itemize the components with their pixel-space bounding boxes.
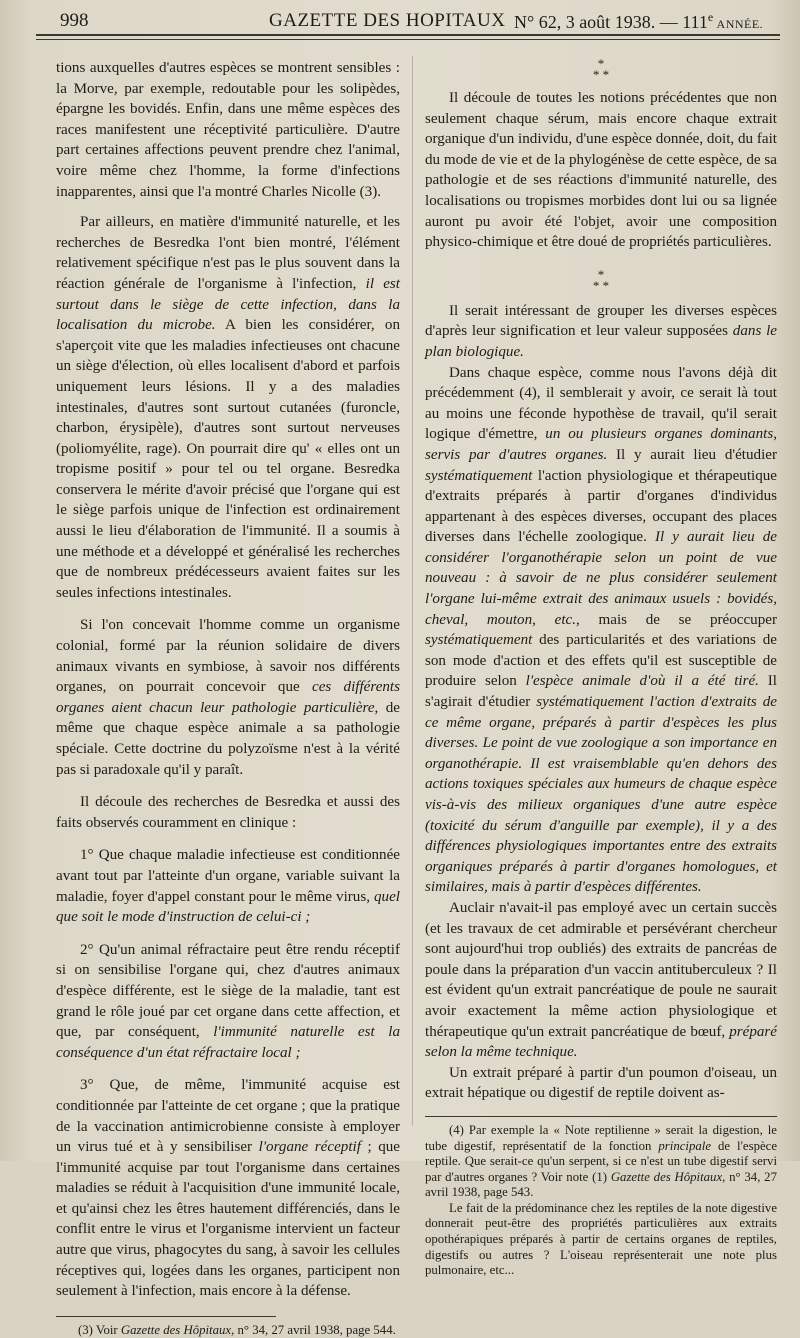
header-rule	[36, 39, 780, 40]
issue-annee: ANNÉE.	[713, 17, 764, 31]
journal-title: GAZETTE DES HOPITAUX	[269, 10, 506, 31]
issue-date: N° 62, 3 août 1938. — 111	[514, 12, 708, 32]
right-column	[425, 58, 777, 1279]
footnote: (4) Par exemple la « Note reptilienne » serait la digestion, le tube digestif, représentatif de la fonction principale de l'espèce reptile. Que serait-ce qu'un serpent, si ce n'est un tube digestif servi par d'autres organes ? Voir note (1) Gazette des Hôpitaux, n° 34, 27 avril 1938, page 543.	[425, 1122, 778, 1200]
paragraph: Il serait intéressant de grouper les diverses espèces d'après leur signification et leur valeur supposées dans le plan biologique.	[425, 302, 777, 360]
paragraph: Il découle de toutes les notions précédentes que non seulement chaque sérum, mais encore chaque extrait organique d'un individu, d'une espèce donnée, doit, du fait du mode de vie et de la phylogénèse de cette espèce, de sa pathologie et de ses réactions d'immunité naturelle, des localisations ou tropismes morbides dont lui ou sa lignée auront pu avoir été l'objet, avoir une composition physico-chimique et être doué de propriétés particulières.	[425, 90, 777, 251]
list-item: 2° Qu'un animal réfractaire peut être rendu réceptif si on sensibilise l'organe qui, chez d'autres animaux d'espèce différente, est le siège de la maladie, tant est grand le rôle joué par cet organe dans cette affection, et que, par conséquent, l'immunité naturelle est la conséquence d'un état réfractaire local ;	[56, 941, 400, 1061]
paragraph: Dans chaque espèce, comme nous l'avons déjà dit précédemment (4), il semblerait y avoir, ce serait là tout au moins une féconde hypothèse de travail, qu'il serait logique d'émettre, un ou plusieurs organes dominants, servis par d'autres organes. Il y aurait lieu d'étudier systématiquement l'action physiologique et thérapeutique d'extraits préparés à partir d'organes d'individus appartenant à des espèces diverses, occupant des places diverses dans l'échelle zoologique. Il y aurait lieu de considérer l'organothérapie selon un point de vue nouveau : à savoir de ne plus considérer seulement l'organe lui-même extrait des animaux usuels : bovidés, cheval, mouton, etc., mais de se préoccuper systématiquement des particularités et des variations de son mode d'action et des effets qu'il est susceptible de produire selon l'espèce animale d'où il a été tiré. Il s'agirait d'étudier systématiquement l'action d'extraits de ce même organe, préparés à partir d'espèces les plus diverses. Le point de vue zoologique a son importance en organothérapie. Il est vraisemblable qu'en dehors des actions toxiques spéciales aux humeurs de chaque espèce vis-à-vis des milieux organiques d'une autre espèce (toxicité du sérum d'anguille par exemple), il y a des différences physiologiques importantes entre des extraits organiques préparés à partir d'organes homologues, et similaires, mais à partir d'espèces différentes.	[425, 364, 777, 896]
paragraph: tions auxquelles d'autres espèces se montrent sensibles : la Morve, par exemple, redoutable pour les solipèdes, épargne les bovidés. Enfin, dans une même espèces des races manifestent une réceptivité particulière. D'autre part certaines affections peuvent prendre chez l'animal, voire même chez l'homme, la forme d'infections inapparentes, ainsi que l'a montré Charles Nicolle (3).	[56, 60, 400, 200]
section-stars: * * *	[592, 266, 610, 293]
page-header	[36, 4, 780, 36]
left-column	[56, 58, 400, 1338]
paragraph: Par ailleurs, en matière d'immunité naturelle, et les recherches de Besredka l'ont bien montré, l'élément relativement spécifique n'est pas le plus souvent dans la réaction générale de l'organisme à l'infection, il est surtout dans le siège de cette infection, dans la localisation du microbe. A bien les considérer, on s'aperçoit vite que les maladies infectieuses ont chacune un siège d'élection, où elles localisent d'abord et parfois uniquement leurs lésions. Il y a des maladies intestinales, d'autres sont surtout cutanées (furoncle, charbon, érysipèle), d'autres sont surtout nerveuses (poliomyélite, rage). On pourrait dire qu' « elles ont un tropisme positif » pour tel ou tel organe. Besredka conservera le mérite d'avoir précisé que l'organe qui est le siège parfois unique de l'infection est ordinairement aussi le lieu d'élaboration de l'immunité. Il a soumis à une méthode et a développé et généralisé les recherches que de nombreux prédécesseurs avaient faites sur les seules infections intestinales.	[56, 214, 400, 601]
page-number: 998	[60, 10, 89, 31]
list-item: 3° Que, de même, l'immunité acquise est conditionnée par l'atteinte de cet organe ; que la pratique de la vaccination antimicrobienne consiste à employer un virus tué et à y sensibiliser l'organe réceptif ; que l'immunité acquise par tout l'organisme dans certaines maladies se réduit à l'acquisition d'une immunité locale, et qu'ainsi chez les êtres hautement différenciés, dans le conflit entre le virus et l'organisme intervient un facteur autre que virus, phagocytes du sang, à savoir les cellules réceptives qui, logées dans les organes, participent non seulement à l'infection, mais encore à la défense.	[56, 1077, 400, 1300]
paragraph: Si l'on concevait l'homme comme un organisme colonial, formé par la réunion solidaire de divers animaux vivants en symbiose, à savoir nos différents organes, on pourrait concevoir que ces différents organes aient chacun leur pathologie particulière, de même que chaque espèce animale a sa pathologie spéciale. Cette doctrine du polyzoïsme n'est à la vérité pas si paradoxale qu'il y paraît.	[56, 617, 401, 778]
paragraph: Auclair n'avait-il pas employé avec un certain succès (et les travaux de cet admirable et persévérant chercheur sont aujourd'hui trop oubliés) des extraits de pancréas de poule dans la préparation d'un vaccin antituberculeux ? Il est évident qu'un extrait pancréatique de poule ne saurait avoir exactement la même action physiologique et thérapeutique qu'un extrait pancréatique de bœuf, préparé selon la même technique.	[425, 899, 777, 1061]
issue-info	[514, 10, 763, 33]
issue-sup: e	[707, 10, 714, 24]
section-stars: * * *	[592, 56, 610, 82]
footnote-rule	[425, 1116, 777, 1117]
paragraph: Il découle des recherches de Besredka et aussi des faits observés couramment en clinique :	[56, 794, 400, 831]
footnote-rule	[56, 1316, 276, 1317]
list-item: 1° Que chaque maladie infectieuse est conditionnée avant tout par l'atteinte d'un organe, variable suivant la maladie, foyer d'appel constant pour le même virus, quel que soit le mode d'instruction de celui-ci ;	[56, 847, 400, 926]
footnote: Le fait de la prédominance chez les reptiles de la note digestive donnerait peut-être des propriétés particulières aux extraits opothérapiques préparés à partir de certains organes de reptiles, digestifs ou autres ? L'oiseau représenterait une note plus pulmonaire, etc...	[425, 1200, 777, 1278]
paragraph: Un extrait préparé à partir d'un poumon d'oiseau, un extrait hépatique ou digestif de reptile doivent as-	[425, 1064, 777, 1102]
footnote: (3) Voir Gazette des Hôpitaux, n° 34, 27 avril 1938, page 544.	[78, 1322, 396, 1337]
column-gutter	[412, 56, 413, 1126]
